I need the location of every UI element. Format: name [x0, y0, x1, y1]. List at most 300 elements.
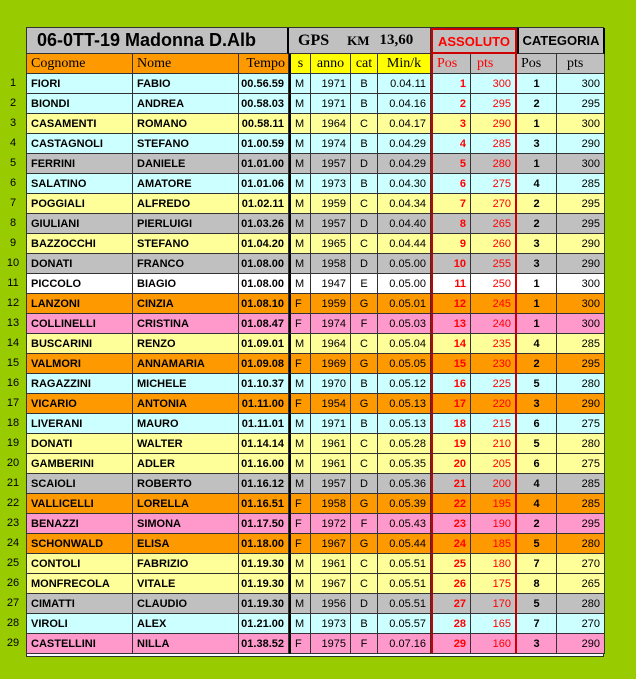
cell-nome: CINZIA — [133, 294, 239, 314]
row-number: 9 — [9, 237, 17, 249]
cell-mink: 0.05.44 — [378, 534, 431, 554]
cell-sex: M — [289, 174, 311, 194]
col-tempo: Tempo — [239, 54, 289, 74]
cell-cat: B — [351, 94, 378, 114]
cell-cat-pts: 265 — [557, 574, 605, 594]
cell-pts: 170 — [471, 594, 517, 614]
cell-cat: G — [351, 534, 378, 554]
cell-cat-pts: 290 — [557, 394, 605, 414]
cell-nome: ELISA — [133, 534, 239, 554]
cell-pos: 3 — [431, 114, 471, 134]
cell-anno: 1974 — [311, 134, 351, 154]
cell-nome: RENZO — [133, 334, 239, 354]
cell-cognome: RAGAZZINI — [27, 374, 133, 394]
cell-nome: VITALE — [133, 574, 239, 594]
cell-tempo: 00.58.03 — [239, 94, 289, 114]
cell-pos: 2 — [431, 94, 471, 114]
cell-pos: 20 — [431, 454, 471, 474]
cell-anno: 1974 — [311, 314, 351, 334]
cell-anno: 1973 — [311, 614, 351, 634]
col-cognome: Cognome — [27, 54, 133, 74]
table-row — [27, 494, 605, 514]
cell-sex: F — [289, 354, 311, 374]
cell-cognome: CASAMENTI — [27, 114, 133, 134]
cell-cat: D — [351, 154, 378, 174]
cell-cat-pts: 285 — [557, 174, 605, 194]
cell-pts: 265 — [471, 214, 517, 234]
cell-anno: 1959 — [311, 294, 351, 314]
cell-tempo: 01.16.12 — [239, 474, 289, 494]
cell-tempo: 01.00.59 — [239, 134, 289, 154]
cell-cat: G — [351, 494, 378, 514]
cell-pos: 12 — [431, 294, 471, 314]
cell-pts: 205 — [471, 454, 517, 474]
row-number: 24 — [6, 537, 20, 549]
cell-pts: 160 — [471, 634, 517, 654]
cell-sex: F — [289, 294, 311, 314]
cell-mink: 0.05.03 — [378, 314, 431, 334]
cell-pts: 175 — [471, 574, 517, 594]
cell-cognome: BENAZZI — [27, 514, 133, 534]
cell-cat-pts: 300 — [557, 314, 605, 334]
cell-cat-pos: 2 — [517, 354, 557, 374]
cell-pos: 27 — [431, 594, 471, 614]
cell-sex: M — [289, 574, 311, 594]
table-row — [27, 314, 605, 334]
cell-pos: 26 — [431, 574, 471, 594]
assoluto-header: ASSOLUTO — [431, 28, 517, 54]
table-row — [27, 634, 605, 654]
cell-mink: 0.05.05 — [378, 354, 431, 374]
gps-label: GPS — [298, 31, 330, 49]
row-number: 19 — [6, 437, 20, 449]
cell-anno: 1961 — [311, 434, 351, 454]
cell-mink: 0.04.30 — [378, 174, 431, 194]
cell-pos: 29 — [431, 634, 471, 654]
cell-sex: F — [289, 394, 311, 414]
cell-cat-pts: 270 — [557, 614, 605, 634]
cell-cat-pts: 300 — [557, 74, 605, 94]
cell-pos: 11 — [431, 274, 471, 294]
cell-nome: CRISTINA — [133, 314, 239, 334]
cell-sex: M — [289, 254, 311, 274]
cell-cat-pts: 280 — [557, 594, 605, 614]
cell-pos: 23 — [431, 514, 471, 534]
cell-cat: B — [351, 134, 378, 154]
cell-sex: F — [289, 534, 311, 554]
cell-tempo: 01.19.30 — [239, 594, 289, 614]
cell-cat-pos: 4 — [517, 474, 557, 494]
table-row — [27, 334, 605, 354]
cell-cat-pos: 3 — [517, 254, 557, 274]
race-title: 06-0TT-19 Madonna D.Alb — [27, 28, 289, 54]
row-number: 14 — [6, 337, 20, 349]
cell-sex: M — [289, 154, 311, 174]
cell-cat: C — [351, 334, 378, 354]
row-number: 3 — [9, 117, 17, 129]
row-number: 13 — [6, 317, 20, 329]
cell-tempo: 01.03.26 — [239, 214, 289, 234]
row-number: 16 — [6, 377, 20, 389]
row-number: 2 — [9, 97, 17, 109]
cell-cognome: PICCOLO — [27, 274, 133, 294]
cell-cat: D — [351, 594, 378, 614]
cell-pos: 9 — [431, 234, 471, 254]
cell-cognome: SCHONWALD — [27, 534, 133, 554]
cell-nome: STEFANO — [133, 234, 239, 254]
cell-cat: G — [351, 394, 378, 414]
cell-nome: ADLER — [133, 454, 239, 474]
row-number: 18 — [6, 417, 20, 429]
cell-anno: 1971 — [311, 414, 351, 434]
table-row — [27, 554, 605, 574]
cell-pos: 1 — [431, 74, 471, 94]
cell-sex: M — [289, 374, 311, 394]
cell-cat: C — [351, 434, 378, 454]
cell-mink: 0.04.40 — [378, 214, 431, 234]
cell-nome: ROBERTO — [133, 474, 239, 494]
cell-cat-pos: 2 — [517, 514, 557, 534]
cell-pos: 16 — [431, 374, 471, 394]
categoria-header: CATEGORIA — [517, 28, 605, 54]
table-row — [27, 294, 605, 314]
cell-cat-pts: 290 — [557, 254, 605, 274]
cell-pts: 195 — [471, 494, 517, 514]
cell-mink: 0.07.16 — [378, 634, 431, 654]
row-number: 5 — [9, 157, 17, 169]
cell-anno: 1957 — [311, 474, 351, 494]
table-row — [27, 394, 605, 414]
cell-pos: 5 — [431, 154, 471, 174]
cell-sex: M — [289, 94, 311, 114]
cell-cat-pos: 6 — [517, 414, 557, 434]
cell-cat-pos: 6 — [517, 454, 557, 474]
cell-cat: C — [351, 194, 378, 214]
cell-cat-pos: 1 — [517, 74, 557, 94]
row-number: 27 — [6, 597, 20, 609]
cell-anno: 1964 — [311, 114, 351, 134]
cell-sex: M — [289, 134, 311, 154]
km-value: 13,60 — [379, 32, 414, 48]
cell-cat-pts: 280 — [557, 374, 605, 394]
cell-cat-pts: 295 — [557, 354, 605, 374]
cell-nome: ROMANO — [133, 114, 239, 134]
cell-pts: 245 — [471, 294, 517, 314]
cell-cat-pts: 295 — [557, 194, 605, 214]
cell-cognome: FERRINI — [27, 154, 133, 174]
cell-cat-pts: 290 — [557, 234, 605, 254]
cell-cat-pos: 4 — [517, 174, 557, 194]
cell-sex: M — [289, 434, 311, 454]
col-anno: anno — [311, 54, 351, 74]
cell-sex: M — [289, 274, 311, 294]
cell-mink: 0.05.51 — [378, 574, 431, 594]
cell-pos: 4 — [431, 134, 471, 154]
row-number: 8 — [9, 217, 17, 229]
cell-anno: 1956 — [311, 594, 351, 614]
cell-anno: 1971 — [311, 74, 351, 94]
table-row — [27, 594, 605, 614]
cell-mink: 0.05.39 — [378, 494, 431, 514]
cell-cat-pts: 300 — [557, 114, 605, 134]
cell-tempo: 01.16.00 — [239, 454, 289, 474]
cell-pos: 10 — [431, 254, 471, 274]
cell-tempo: 01.18.00 — [239, 534, 289, 554]
cell-nome: MAURO — [133, 414, 239, 434]
cell-cognome: FIORI — [27, 74, 133, 94]
cell-cat-pos: 7 — [517, 554, 557, 574]
cell-tempo: 01.21.00 — [239, 614, 289, 634]
table-row — [27, 254, 605, 274]
cell-cat-pos: 5 — [517, 374, 557, 394]
cell-pts: 250 — [471, 274, 517, 294]
cell-nome: STEFANO — [133, 134, 239, 154]
col-nome: Nome — [133, 54, 239, 74]
cell-cat-pts: 285 — [557, 334, 605, 354]
cell-cognome: BUSCARINI — [27, 334, 133, 354]
cell-cat: F — [351, 514, 378, 534]
cell-cognome: BAZZOCCHI — [27, 234, 133, 254]
cell-cat-pos: 8 — [517, 574, 557, 594]
table-row — [27, 574, 605, 594]
cell-pts: 180 — [471, 554, 517, 574]
cell-sex: F — [289, 514, 311, 534]
cell-tempo: 01.17.50 — [239, 514, 289, 534]
table-row — [27, 354, 605, 374]
cell-mink: 0.04.34 — [378, 194, 431, 214]
cell-mink: 0.04.16 — [378, 94, 431, 114]
cell-cat: D — [351, 474, 378, 494]
row-number: 22 — [6, 497, 20, 509]
cell-tempo: 01.02.11 — [239, 194, 289, 214]
row-number: 25 — [6, 557, 20, 569]
cell-cat-pts: 280 — [557, 534, 605, 554]
km-label: KM — [347, 32, 370, 48]
row-number: 12 — [6, 297, 20, 309]
cell-cognome: VALMORI — [27, 354, 133, 374]
cell-cat-pos: 3 — [517, 394, 557, 414]
cell-nome: PIERLUIGI — [133, 214, 239, 234]
column-header-row — [27, 54, 605, 74]
cell-pts: 260 — [471, 234, 517, 254]
cell-cat: G — [351, 354, 378, 374]
cell-mink: 0.05.00 — [378, 254, 431, 274]
cell-pts: 235 — [471, 334, 517, 354]
cell-cat: B — [351, 74, 378, 94]
cell-mink: 0.05.04 — [378, 334, 431, 354]
cell-tempo: 01.08.10 — [239, 294, 289, 314]
cell-mink: 0.05.43 — [378, 514, 431, 534]
cell-sex: M — [289, 194, 311, 214]
row-number: 26 — [6, 577, 20, 589]
cell-anno: 1967 — [311, 534, 351, 554]
cell-cognome: LIVERANI — [27, 414, 133, 434]
cell-pts: 185 — [471, 534, 517, 554]
cell-mink: 0.05.13 — [378, 394, 431, 414]
cell-pos: 14 — [431, 334, 471, 354]
results-sheet — [26, 27, 604, 657]
cell-cat-pts: 290 — [557, 634, 605, 654]
cell-nome: DANIELE — [133, 154, 239, 174]
cell-tempo: 01.11.00 — [239, 394, 289, 414]
cell-cognome: SALATINO — [27, 174, 133, 194]
cell-sex: F — [289, 634, 311, 654]
cell-cognome: SCAIOLI — [27, 474, 133, 494]
table-row — [27, 234, 605, 254]
cell-cognome: CIMATTI — [27, 594, 133, 614]
cell-cognome: CASTAGNOLI — [27, 134, 133, 154]
cell-anno: 1969 — [311, 354, 351, 374]
cell-cognome: CASTELLINI — [27, 634, 133, 654]
cell-nome: AMATORE — [133, 174, 239, 194]
cell-pts: 225 — [471, 374, 517, 394]
table-row — [27, 534, 605, 554]
cell-cat-pos: 7 — [517, 614, 557, 634]
cell-tempo: 01.08.47 — [239, 314, 289, 334]
cell-anno: 1973 — [311, 174, 351, 194]
cell-pos: 8 — [431, 214, 471, 234]
cell-pts: 300 — [471, 74, 517, 94]
cell-tempo: 01.38.52 — [239, 634, 289, 654]
cell-tempo: 01.10.37 — [239, 374, 289, 394]
cell-cat: E — [351, 274, 378, 294]
cell-anno: 1971 — [311, 94, 351, 114]
cell-nome: NILLA — [133, 634, 239, 654]
cell-cognome: VICARIO — [27, 394, 133, 414]
cell-cat: F — [351, 634, 378, 654]
cell-tempo: 01.08.00 — [239, 274, 289, 294]
cell-cat-pts: 285 — [557, 474, 605, 494]
col-mink: Min/k — [378, 54, 431, 74]
cell-cat: C — [351, 554, 378, 574]
cell-pos: 18 — [431, 414, 471, 434]
cell-pts: 210 — [471, 434, 517, 454]
cell-mink: 0.05.51 — [378, 594, 431, 614]
cell-cat-pts: 280 — [557, 434, 605, 454]
cell-pos: 28 — [431, 614, 471, 634]
table-row — [27, 174, 605, 194]
cell-cognome: VIROLI — [27, 614, 133, 634]
table-row — [27, 214, 605, 234]
cell-sex: M — [289, 234, 311, 254]
cell-pts: 165 — [471, 614, 517, 634]
cell-cat-pos: 3 — [517, 134, 557, 154]
cell-cat-pts: 285 — [557, 494, 605, 514]
row-number: 21 — [6, 477, 20, 489]
cell-tempo: 01.08.00 — [239, 254, 289, 274]
col-s: s — [289, 54, 311, 74]
cell-pts: 220 — [471, 394, 517, 414]
cell-tempo: 01.14.14 — [239, 434, 289, 454]
cell-mink: 0.05.28 — [378, 434, 431, 454]
cell-tempo: 00.58.11 — [239, 114, 289, 134]
cell-tempo: 01.16.51 — [239, 494, 289, 514]
cell-mink: 0.05.13 — [378, 414, 431, 434]
cell-sex: M — [289, 474, 311, 494]
table-row — [27, 414, 605, 434]
cell-cat-pos: 1 — [517, 294, 557, 314]
cell-cat-pos: 4 — [517, 334, 557, 354]
cell-cat-pos: 3 — [517, 234, 557, 254]
cell-sex: M — [289, 594, 311, 614]
cell-cat-pts: 295 — [557, 514, 605, 534]
table-row — [27, 114, 605, 134]
cell-anno: 1958 — [311, 494, 351, 514]
cell-tempo: 01.11.01 — [239, 414, 289, 434]
cell-anno: 1959 — [311, 194, 351, 214]
cell-cognome: GAMBERINI — [27, 454, 133, 474]
cell-cat: B — [351, 374, 378, 394]
cell-anno: 1957 — [311, 214, 351, 234]
cell-mink: 0.04.11 — [378, 74, 431, 94]
cell-tempo: 01.19.30 — [239, 574, 289, 594]
cell-cat: B — [351, 614, 378, 634]
col-cat-pos: Pos — [517, 54, 557, 74]
cell-pos: 22 — [431, 494, 471, 514]
cell-anno: 1947 — [311, 274, 351, 294]
cell-nome: BIAGIO — [133, 274, 239, 294]
cell-cognome: GIULIANI — [27, 214, 133, 234]
cell-pts: 215 — [471, 414, 517, 434]
cell-pts: 290 — [471, 114, 517, 134]
cell-mink: 0.05.12 — [378, 374, 431, 394]
cell-cat-pts: 295 — [557, 214, 605, 234]
cell-anno: 1975 — [311, 634, 351, 654]
table-row — [27, 454, 605, 474]
cell-anno: 1957 — [311, 154, 351, 174]
cell-cat: C — [351, 574, 378, 594]
cell-pts: 275 — [471, 174, 517, 194]
cell-sex: F — [289, 494, 311, 514]
row-number: 6 — [9, 177, 17, 189]
cell-mink: 0.05.57 — [378, 614, 431, 634]
cell-pts: 280 — [471, 154, 517, 174]
cell-anno: 1965 — [311, 234, 351, 254]
row-number: 11 — [7, 277, 19, 289]
cell-tempo: 01.01.06 — [239, 174, 289, 194]
cell-pts: 190 — [471, 514, 517, 534]
table-row — [27, 374, 605, 394]
cell-nome: WALTER — [133, 434, 239, 454]
cell-cat: D — [351, 254, 378, 274]
table-row — [27, 514, 605, 534]
cell-anno: 1967 — [311, 574, 351, 594]
col-cat-pts: pts — [557, 54, 605, 74]
cell-cat-pos: 1 — [517, 154, 557, 174]
cell-pos: 6 — [431, 174, 471, 194]
cell-cat-pts: 275 — [557, 454, 605, 474]
cell-nome: ANDREA — [133, 94, 239, 114]
cell-cognome: POGGIALI — [27, 194, 133, 214]
cell-tempo: 01.04.20 — [239, 234, 289, 254]
table-row — [27, 614, 605, 634]
row-number: 4 — [9, 137, 17, 149]
cell-cat-pos: 1 — [517, 314, 557, 334]
table-row — [27, 154, 605, 174]
cell-cat: B — [351, 174, 378, 194]
cell-nome: FRANCO — [133, 254, 239, 274]
cell-pos: 21 — [431, 474, 471, 494]
row-number: 7 — [9, 197, 17, 209]
cell-mink: 0.04.44 — [378, 234, 431, 254]
cell-cat-pts: 300 — [557, 154, 605, 174]
cell-cat: F — [351, 314, 378, 334]
cell-cat-pts: 275 — [557, 414, 605, 434]
cell-pts: 285 — [471, 134, 517, 154]
cell-cat-pos: 5 — [517, 594, 557, 614]
cell-pts: 230 — [471, 354, 517, 374]
cell-cognome: DONATI — [27, 254, 133, 274]
